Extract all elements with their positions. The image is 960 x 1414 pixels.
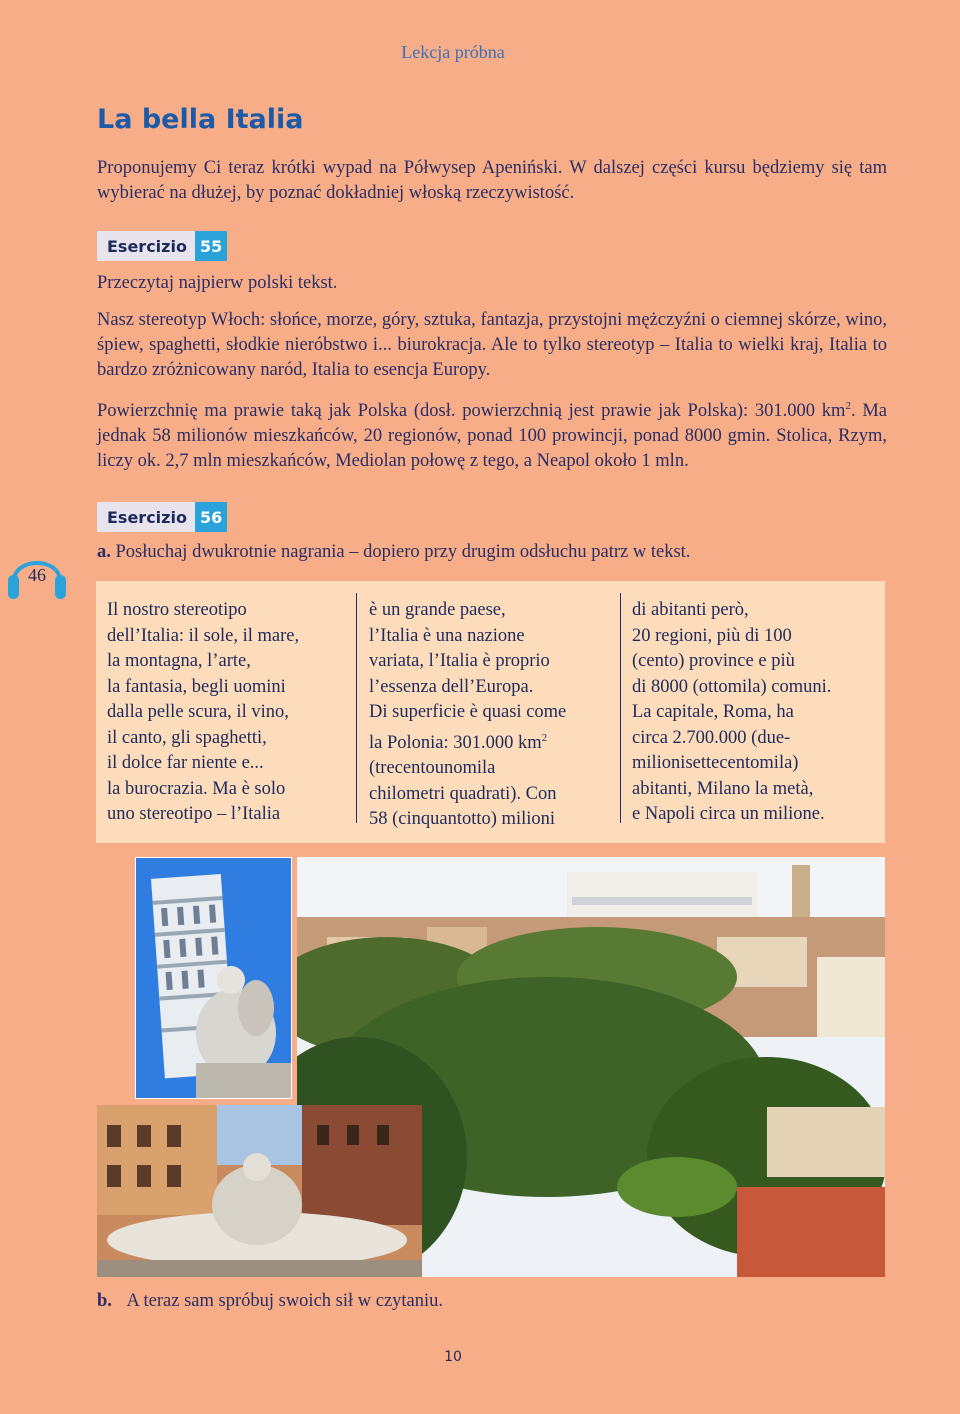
text-line: è un grande paese, [369, 600, 506, 620]
text-line: e Napoli circa un milione. [632, 804, 825, 824]
facts-text-b: . Ma jednak 58 milionów mieszkańców, 20 regionów, ponad 100 prowincji, ponad 8000 gmin. Stolica, Rzym, liczy ok. 2,7 mln mieszkańców, Mediolan połowę z tego, a Neapol około 1 mln. [97, 401, 887, 472]
text-line: (cento) province e più [632, 651, 795, 671]
part-b-instruction [97, 1291, 443, 1312]
text-line: (trecentounomila [369, 758, 496, 779]
text-line: di 8000 (ottomila) comuni. [632, 676, 832, 697]
text-line: milionisettecentomila) [632, 753, 799, 773]
italian-column-1 [107, 598, 345, 828]
text-line: Il nostro stereotipo [107, 600, 247, 620]
km-superscript: 2 [541, 731, 548, 744]
text-line: circa 2.700.000 (due- [632, 727, 791, 748]
page-title: La bella Italia [97, 104, 304, 135]
part-b-text: A teraz sam spróbuj swoich sił w czytaniu. [126, 1291, 444, 1311]
text-line: il canto, gli spaghetti, [107, 727, 267, 748]
text-line [369, 726, 607, 757]
part-b-letter: b. [97, 1291, 112, 1311]
text-line: abitanti, Milano la metà, [632, 778, 814, 799]
page-header-title: Lekcja próbna [401, 42, 505, 62]
text-line: 20 regioni, più di 100 [632, 625, 792, 646]
italian-text-box [96, 581, 885, 843]
exercise-55-instruction: Przeczytaj najpierw polski tekst. [97, 273, 338, 293]
column-divider [356, 593, 357, 823]
fountain-square-photo [97, 1105, 422, 1277]
italian-column-3 [632, 598, 870, 828]
text-line: chilometri quadrati). Con [369, 783, 557, 804]
text-line: di abitanti però, [632, 600, 749, 620]
italian-column-2 [369, 598, 607, 833]
stereotype-paragraph: Nasz stereotyp Włoch: słońce, morze, góry, sztuka, fantazja, przystojni mężczyźni o ciemnej skórze, wino, śpiew, spaghetti, słodkie nieróbstwo i... biurokracja. Ale to tylko stereotyp – Italia to wielki kraj, Italia to bardzo zróżnicowany naród, Italia to esencja Europy. [97, 310, 887, 380]
text-line: Di superficie è quasi come [369, 702, 567, 722]
exercise-label-text: Esercizio [97, 231, 195, 261]
page-number: 10 [444, 1349, 462, 1365]
facts-superscript: 2 [845, 400, 851, 412]
leaning-tower-photo [135, 857, 292, 1099]
column-divider [620, 593, 621, 823]
text-line: il dolce far niente e... [107, 753, 264, 773]
text-line: la montagna, l’arte, [107, 651, 251, 671]
text-line: dalla pelle scura, il vino, [107, 702, 289, 722]
text-line: l’essenza dell’Europa. [369, 676, 534, 697]
exercise-56-label [97, 502, 227, 532]
exercise-number-badge: 56 [195, 502, 227, 532]
text-line: la burocrazia. Ma è solo [107, 778, 286, 799]
text-line-main: la Polonia: 301.000 km [369, 732, 542, 753]
text-line: variata, l’Italia è proprio [369, 651, 550, 671]
intro-paragraph: Proponujemy Ci teraz krótki wypad na Półwysep Apeniński. W dalszej części kursu będziemy się tam wybierać na dłużej, by poznać dokładniej włoską rzeczywistość. [97, 158, 887, 203]
part-a-letter: a. [97, 542, 111, 562]
exercise-label-text: Esercizio [97, 502, 195, 532]
exercise-number-badge: 55 [195, 231, 227, 261]
exercise-55-label [97, 231, 227, 261]
text-line: 58 (cinquantotto) milioni [369, 809, 556, 830]
text-line: dell’Italia: il sole, il mare, [107, 625, 300, 646]
facts-paragraph [97, 394, 887, 474]
facts-text-a: Powierzchnię ma prawie taką jak Polska (dosł. powierzchnią jest prawie jak Polska): 301.000 km [97, 401, 846, 422]
audio-track-number: 46 [28, 565, 46, 585]
text-line: la fantasia, begli uomini [107, 676, 286, 697]
text-line: La capitale, Roma, ha [632, 702, 794, 722]
text-line: uno stereotipo – l’Italia [107, 804, 281, 824]
text-line: l’Italia è una nazione [369, 625, 525, 646]
part-a-text: Posłuchaj dwukrotnie nagrania – dopiero przy drugim odsłuchu patrz w tekst. [115, 542, 691, 562]
part-a-instruction [97, 542, 690, 563]
